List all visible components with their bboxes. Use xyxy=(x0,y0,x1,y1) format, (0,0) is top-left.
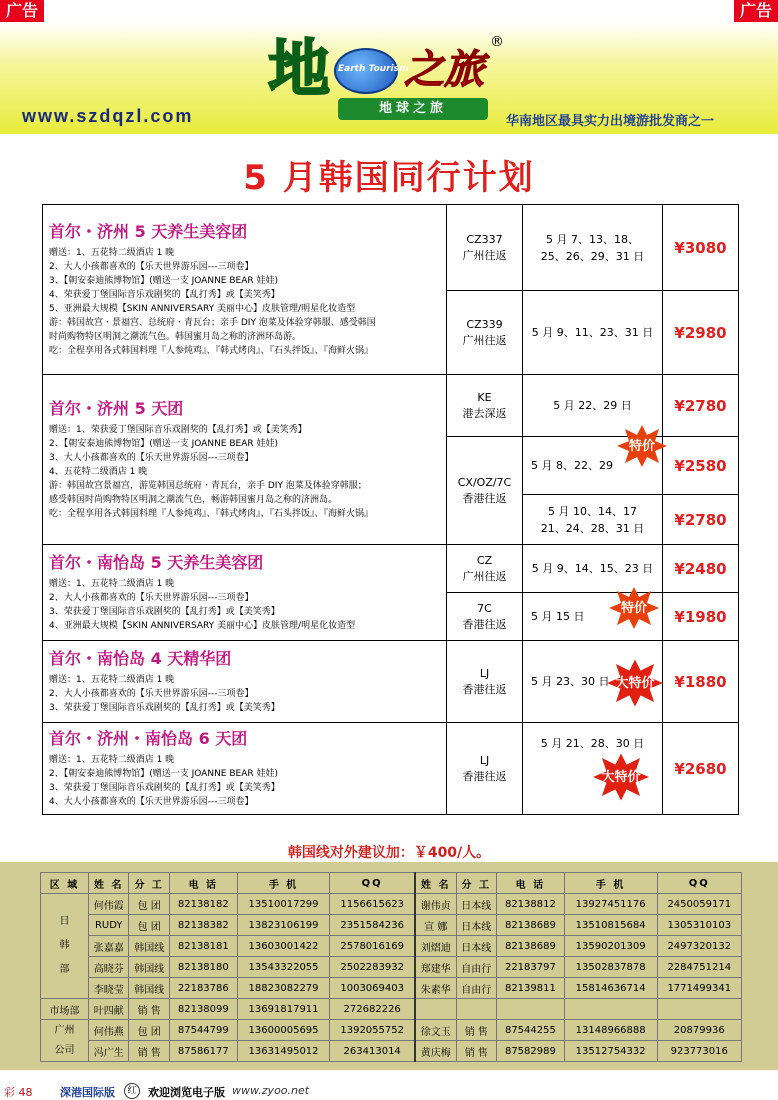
tour-line: 3、荣获爱丁堡国际音乐戏剧奖的【乱打秀】或【美笑秀】 xyxy=(49,782,280,793)
flight-code: 7C xyxy=(477,601,492,615)
contact-phone: 82138382 xyxy=(169,915,237,936)
contact-name: 冯广生 xyxy=(89,1041,129,1062)
logo[interactable] xyxy=(268,34,508,126)
col-header: 分 工 xyxy=(129,873,169,894)
contact-role: 销 售 xyxy=(129,1041,169,1062)
badge-label: 大特价 xyxy=(601,769,641,785)
tour-line: 4、五花特二级酒店 1 晚 xyxy=(49,466,148,477)
flight-code: CZ339 xyxy=(466,317,503,331)
contact-role: 韩国线 xyxy=(129,978,169,999)
contact-mobile: 13823106199 xyxy=(237,915,330,936)
flight-cell xyxy=(447,723,523,815)
dates-line: 5 月 22、29 日 xyxy=(553,399,632,412)
flight-code: CX/OZ/7C xyxy=(457,475,512,489)
contact-qq: 2284751214 xyxy=(657,957,742,978)
contact-phone: 82139811 xyxy=(497,978,565,999)
flight-cell xyxy=(447,545,523,593)
contact-row xyxy=(41,915,742,936)
tour-line: 赠送：1、五花特二级酒店 1 晚 xyxy=(49,674,175,685)
contact-qq: 2578016169 xyxy=(330,936,415,957)
tour-line: 2、大人小孩都喜欢的【乐天世界游乐园---三项卷】 xyxy=(49,688,254,699)
dates-line: 5 月 23、30 日 xyxy=(531,675,610,688)
dates-line: 5 月 10、14、17 xyxy=(548,504,637,518)
empty-cell xyxy=(497,999,565,1020)
contact-section xyxy=(0,862,778,1070)
flight-code: LJ xyxy=(479,753,490,767)
flight-route: 广州往返 xyxy=(462,333,507,347)
edition-label: 深港国际版 xyxy=(60,1086,115,1099)
contact-row xyxy=(41,999,742,1020)
browse-text: 欢迎浏览电子版 xyxy=(148,1086,225,1099)
contact-name: 李晓莹 xyxy=(89,978,129,999)
price-cell: ¥1880 xyxy=(663,641,739,723)
dates-line: 5 月 21、28、30 日 xyxy=(540,737,645,750)
logo-band: 地球之旅 xyxy=(338,98,488,120)
contact-mobile: 13510017299 xyxy=(237,894,330,915)
contact-phone: 22183786 xyxy=(169,978,237,999)
contact-mobile: 13927451176 xyxy=(564,894,657,915)
flight-route: 香港往返 xyxy=(462,682,507,696)
contact-phone: 82138689 xyxy=(497,936,565,957)
dates-cell xyxy=(523,723,663,815)
flight-cell xyxy=(447,437,523,545)
contact-mobile: 15814636714 xyxy=(564,978,657,999)
contact-qq: 1392055752 xyxy=(330,1020,415,1041)
tour-line: 吃：全程享用各式韩国料理『人参炖鸡』、『韩式烤肉』、『石头拌饭』、『海鲜火锅』 xyxy=(49,345,374,356)
tour-line: 4、亚洲最大规模【SKIN ANNIVERSARY 美丽中心】皮肤管理/明星化妆造型 xyxy=(49,620,356,631)
red-circle-icon: 红 xyxy=(124,1083,140,1099)
header-banner xyxy=(0,22,778,134)
tour-line: 4、大人小孩都喜欢的【乐天世界游乐园---三项卷】 xyxy=(49,796,254,807)
contact-role: 自由行 xyxy=(456,978,496,999)
contact-qq: 263413014 xyxy=(330,1041,415,1062)
contact-role: 韩国线 xyxy=(129,957,169,978)
tour-name: 首尔・南怡岛 4 天精华团 xyxy=(49,648,232,668)
flight-code: LJ xyxy=(479,666,490,680)
tour-line: 3、荣获爱丁堡国际音乐戏剧奖的【乱打秀】或【美笑秀】 xyxy=(49,606,280,617)
price-cell: ¥2680 xyxy=(663,723,739,815)
contact-name: 郑建华 xyxy=(415,957,456,978)
tour-description xyxy=(43,205,447,375)
flight-cell xyxy=(447,641,523,723)
contact-phone: 87586177 xyxy=(169,1041,237,1062)
contact-mobile: 13691817911 xyxy=(237,999,330,1020)
dates-line: 5 月 7、13、18、 xyxy=(546,232,639,246)
contact-row xyxy=(41,894,742,915)
flight-cell xyxy=(447,593,523,641)
tour-description xyxy=(43,723,447,815)
contact-phone: 82138180 xyxy=(169,957,237,978)
contact-qq: 1771499341 xyxy=(657,978,742,999)
contact-role: 包 团 xyxy=(129,894,169,915)
contact-row xyxy=(41,1041,742,1062)
contact-name: RUDY xyxy=(89,915,129,936)
dates-line: 5 月 9、14、15、23 日 xyxy=(531,562,654,575)
contact-role: 日本线 xyxy=(456,894,496,915)
badge-label: 特价 xyxy=(620,600,647,616)
special-offer-badge xyxy=(609,587,659,629)
contact-mobile: 13631495012 xyxy=(237,1041,330,1062)
tour-line: 2、大人小孩都喜欢的【乐天世界游乐园---三项卷】 xyxy=(49,261,254,272)
dates-line: 5 月 15 日 xyxy=(531,610,585,623)
dates-cell xyxy=(523,545,663,593)
price-cell: ¥2780 xyxy=(663,495,739,545)
contact-row xyxy=(41,957,742,978)
website-url[interactable]: www.szdqzl.com xyxy=(22,106,194,126)
contact-qq: 1156615623 xyxy=(330,894,415,915)
footer-website[interactable]: www.zyoo.net xyxy=(232,1084,310,1097)
flight-cell xyxy=(447,375,523,437)
contact-mobile: 13603001422 xyxy=(237,936,330,957)
contact-name: 谢伟贞 xyxy=(415,894,456,915)
price-cell: ¥2980 xyxy=(663,291,739,375)
contact-header-row xyxy=(41,873,742,894)
flight-code: CZ xyxy=(476,553,493,567)
contact-qq: 2450059171 xyxy=(657,894,742,915)
contact-name: 叶四献 xyxy=(89,999,129,1020)
price-cell: ¥2780 xyxy=(663,375,739,437)
contact-mobile: 13512754332 xyxy=(564,1041,657,1062)
col-header: QQ xyxy=(657,873,742,894)
page-footer xyxy=(0,1082,778,1100)
contact-role: 日本线 xyxy=(456,915,496,936)
tour-line: 3、大人小孩都喜欢的【乐天世界游乐园---三项卷】 xyxy=(49,452,254,463)
tour-line: 3、【朝安泰迪熊博物馆】(赠送一支 JOANNE BEAR 娃娃) xyxy=(49,275,278,286)
contact-role: 销 售 xyxy=(456,1020,496,1041)
flight-route: 香港往返 xyxy=(462,491,507,505)
contact-qq: 1003069403 xyxy=(330,978,415,999)
contact-phone: 82138689 xyxy=(497,915,565,936)
tour-name: 首尔・济州 5 天养生美容团 xyxy=(49,221,248,241)
contact-name: 张嘉嘉 xyxy=(89,936,129,957)
contact-name: 徐文玉 xyxy=(415,1020,456,1041)
flight-code: CZ337 xyxy=(466,232,503,246)
globe-icon xyxy=(334,48,409,94)
dates-cell xyxy=(523,437,663,495)
tour-line: 赠送：1、五花特二级酒店 1 晚 xyxy=(49,754,175,765)
price-cell: ¥2580 xyxy=(663,437,739,495)
flight-code: KE xyxy=(477,390,492,404)
col-header: 区 域 xyxy=(41,873,89,894)
dates-line: 5 月 8、22、29 xyxy=(531,459,613,472)
flight-route: 广州往返 xyxy=(462,569,507,583)
contact-name: 刘熠迪 xyxy=(415,936,456,957)
flight-route: 香港往返 xyxy=(462,617,507,631)
tour-description xyxy=(43,375,447,545)
empty-cell xyxy=(456,999,496,1020)
col-header: 手 机 xyxy=(237,873,330,894)
tour-line: 赠送：1、五花特二级酒店 1 晚 xyxy=(49,247,175,258)
contact-phone: 87544799 xyxy=(169,1020,237,1041)
contact-role: 包 团 xyxy=(129,915,169,936)
slogan: 华南地区最具实力出境游批发商之一 xyxy=(506,114,715,129)
logo-small-chars: 之旅 xyxy=(404,47,484,93)
col-header: 分 工 xyxy=(456,873,496,894)
contact-qq: 923773016 xyxy=(657,1041,742,1062)
badge-label: 特价 xyxy=(628,438,655,454)
contact-phone: 87544255 xyxy=(497,1020,565,1041)
region-cell: 广州公司 xyxy=(41,1020,89,1062)
ad-label-left: 广告 xyxy=(0,0,44,22)
tour-line: 赠送：1、五花特二级酒店 1 晚 xyxy=(49,578,175,589)
logo-big-char: 地 xyxy=(268,32,331,105)
tour-description xyxy=(43,641,447,723)
tour-name: 首尔・济州 5 天团 xyxy=(49,398,184,418)
contact-mobile: 13502837878 xyxy=(564,957,657,978)
col-header: 姓 名 xyxy=(89,873,129,894)
dates-line: 5 月 9、11、23、31 日 xyxy=(531,326,654,339)
contact-phone: 22183797 xyxy=(497,957,565,978)
contact-name: 何伟霞 xyxy=(89,894,129,915)
contact-phone: 87582989 xyxy=(497,1041,565,1062)
dates-cell xyxy=(523,593,663,641)
price-cell: ¥2480 xyxy=(663,545,739,593)
col-header: 电 话 xyxy=(169,873,237,894)
contact-phone: 82138181 xyxy=(169,936,237,957)
contact-row xyxy=(41,1020,742,1041)
tour-line: 感受韩国时尚购物特区明洞之潮流气色，畅游韩国蜜月岛之称的济洲岛。 xyxy=(49,494,338,505)
contact-qq: 2497320132 xyxy=(657,936,742,957)
tour-line: 2、【朝安泰迪熊博物馆】(赠送一支 JOANNE BEAR 娃娃) xyxy=(49,768,278,779)
big-special-offer-badge xyxy=(593,753,649,801)
contact-mobile: 13148966888 xyxy=(564,1020,657,1041)
flight-route: 港去深返 xyxy=(462,406,507,420)
flight-cell xyxy=(447,205,523,291)
contact-role: 销 售 xyxy=(129,999,169,1020)
tour-line: 赠送：1、荣获爱丁堡国际音乐戏剧奖的【乱打秀】或【美笑秀】 xyxy=(49,424,307,435)
dates-line: 25、26、29、31 日 xyxy=(540,249,645,263)
contact-mobile: 13543322055 xyxy=(237,957,330,978)
registered-mark: ® xyxy=(490,34,504,50)
tour-line: 4、荣获爱丁堡国际音乐戏剧奖的【乱打秀】或【美笑秀】 xyxy=(49,289,280,300)
page-number: 彩 48 xyxy=(4,1086,33,1099)
tour-name: 首尔・济州・南怡岛 6 天团 xyxy=(49,728,248,748)
contact-phone: 82138182 xyxy=(169,894,237,915)
tour-name: 首尔・南怡岛 5 天养生美容团 xyxy=(49,552,264,572)
empty-cell xyxy=(564,999,657,1020)
contact-name: 何伟燕 xyxy=(89,1020,129,1041)
dates-cell xyxy=(523,205,663,291)
tour-line: 吃：全程享用各式韩国料理『人参炖鸡』、『韩式烤肉』、『石头拌饭』、『海鲜火锅』 xyxy=(49,508,374,519)
dates-cell xyxy=(523,291,663,375)
col-header: 姓 名 xyxy=(415,873,456,894)
col-header: QQ xyxy=(330,873,415,894)
contact-row xyxy=(41,978,742,999)
contact-name: 高晓芬 xyxy=(89,957,129,978)
empty-cell xyxy=(657,999,742,1020)
tour-line: 3、荣获爱丁堡国际音乐戏剧奖的【乱打秀】或【美笑秀】 xyxy=(49,702,280,713)
tour-description xyxy=(43,545,447,641)
contact-qq: 2502283932 xyxy=(330,957,415,978)
tour-line: 5、亚洲最大规模【SKIN ANNIVERSARY 美丽中心】皮肤管理/明星化妆造型 xyxy=(49,303,356,314)
col-header: 手 机 xyxy=(564,873,657,894)
contact-mobile: 13590201309 xyxy=(564,936,657,957)
price-cell: ¥3080 xyxy=(663,205,739,291)
contact-qq: 2351584236 xyxy=(330,915,415,936)
contact-table xyxy=(40,872,742,1062)
contact-mobile: 13600005695 xyxy=(237,1020,330,1041)
contact-mobile: 18823082279 xyxy=(237,978,330,999)
contact-role: 自由行 xyxy=(456,957,496,978)
contact-role: 韩国线 xyxy=(129,936,169,957)
special-offer-badge xyxy=(617,425,667,467)
tour-line: 2、【朝安泰迪熊博物馆】(赠送一支 JOANNE BEAR 娃娃) xyxy=(49,438,278,449)
tour-line: 时尚购物特区明洞之潮流气色。韩国蜜月岛之称的济洲环岛游。 xyxy=(49,331,302,342)
region-cell: 日韩部 xyxy=(41,894,89,999)
contact-phone: 82138099 xyxy=(169,999,237,1020)
price-cell: ¥1980 xyxy=(663,593,739,641)
logo-globe-text: Earth Tourism xyxy=(338,64,409,74)
page-title: 5 月韩国同行计划 xyxy=(243,158,535,198)
dates-line: 21、24、28、31 日 xyxy=(540,521,645,535)
flight-cell xyxy=(447,291,523,375)
tour-line: 2、大人小孩都喜欢的【乐天世界游乐园---三项卷】 xyxy=(49,592,254,603)
dates-cell xyxy=(523,641,663,723)
region-cell: 市场部 xyxy=(41,999,89,1020)
flight-route: 香港往返 xyxy=(462,769,507,783)
flight-route: 广州往返 xyxy=(462,248,507,262)
contact-qq: 1305310103 xyxy=(657,915,742,936)
contact-name: 宣 娜 xyxy=(415,915,456,936)
ad-label-right: 广告 xyxy=(734,0,778,22)
col-header: 电 话 xyxy=(497,873,565,894)
contact-role: 包 团 xyxy=(129,1020,169,1041)
contact-name: 朱素华 xyxy=(415,978,456,999)
badge-label: 大特价 xyxy=(615,675,655,691)
contact-phone: 82138812 xyxy=(497,894,565,915)
empty-cell xyxy=(415,999,456,1020)
contact-name: 黄庆梅 xyxy=(415,1041,456,1062)
tour-line: 游：韩国故宫・景福宫、总统府・青瓦台；亲手 DIY 泡菜及体验穿韩服、感受韩国 xyxy=(49,317,376,328)
surcharge-note: 韩国线对外建议加：￥400/人。 xyxy=(287,845,491,861)
big-special-offer-badge xyxy=(607,659,663,707)
contact-row xyxy=(41,936,742,957)
tour-line: 游：韩国故宫景福宫，游览韩国总统府・青瓦台，亲手 DIY 泡菜及体验穿韩服； xyxy=(49,480,367,491)
contact-mobile: 13510815684 xyxy=(564,915,657,936)
contact-role: 日本线 xyxy=(456,936,496,957)
contact-qq: 272682226 xyxy=(330,999,415,1020)
dates-cell xyxy=(523,495,663,545)
contact-role: 销 售 xyxy=(456,1041,496,1062)
contact-qq: 20879936 xyxy=(657,1020,742,1041)
tour-table xyxy=(42,204,739,815)
